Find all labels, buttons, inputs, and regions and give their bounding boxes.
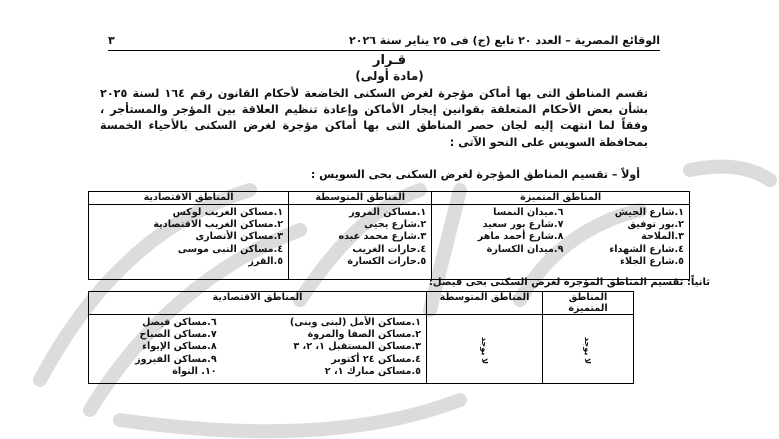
list-item: ٤.حارات الغريب bbox=[352, 243, 427, 255]
list-item: ٨.شارع أحمد ماهر bbox=[477, 231, 564, 243]
header-economic: المناطق الاقتصادية bbox=[89, 292, 427, 315]
page-header bbox=[108, 32, 660, 48]
header-divider bbox=[108, 50, 660, 51]
list-item: ٦.مساكن فيصل bbox=[142, 317, 217, 328]
list-item: ١٠. النواة bbox=[172, 365, 217, 377]
list-item: ٣.شارع محمد عبده bbox=[338, 231, 427, 243]
header-medium: المناطق المتوسطة bbox=[289, 192, 432, 205]
header-economic: المناطق الاقتصادية bbox=[89, 192, 289, 205]
header-medium: المناطق المتوسطة bbox=[427, 292, 543, 315]
list-item: ٢.شارع يحيى bbox=[364, 219, 427, 231]
list-item: ٨.مساكن الإيواء bbox=[142, 341, 217, 353]
decision-body-text: تقسم المناطق التى بها أماكن مؤجرة لغرض السكنى الخاضعة لأحكام القانون رقم ١٦٤ لسنة ٢٠٢٥ بشأن بعض الأحكام المتعلقة بقوانين إيجار الأماكن وإعادة تنظيم العلاقة بين المؤجر والمستأجر ، وفقاً لما انتهت إليه لجان حصر المناطق التى بها أماكن مؤجرة لغرض السكنى بالأحياء الخمسة بمحافظة السويس على النحو الآتى : bbox=[100, 87, 648, 149]
none-mark: لا يوجد bbox=[583, 336, 593, 364]
page-number: ٣ bbox=[108, 33, 115, 47]
list-item: ٤.مساكن ٢٤ أكتوبر bbox=[331, 353, 421, 365]
decision-title: قـرار bbox=[373, 53, 406, 68]
list-item: ٣.الملاحة bbox=[641, 231, 684, 243]
list-item: ٩.مساكن الفيروز bbox=[135, 353, 217, 365]
list-item: ٣.مساكن المستقبل ١، ٢، ٣ bbox=[293, 341, 421, 353]
table-row bbox=[89, 315, 634, 384]
list-item: ٧.مساكن الصباح bbox=[139, 329, 217, 341]
list-item: ٢.بور توفيق bbox=[627, 219, 684, 231]
distinguished-cell bbox=[543, 315, 634, 384]
economic-cell-1 bbox=[222, 315, 427, 384]
none-mark: لا يوجد bbox=[480, 336, 489, 364]
economic-cell-2 bbox=[89, 315, 222, 384]
list-item: ٩.ميدان الكسارة bbox=[486, 243, 564, 255]
list-item: ١.مساكن المرور bbox=[349, 207, 427, 218]
suez-district-table bbox=[88, 191, 690, 280]
medium-cell bbox=[289, 205, 432, 280]
list-item: ٥.مساكن مبارك ١، ٢ bbox=[324, 365, 421, 377]
table-header-row bbox=[89, 192, 690, 205]
list-item: ٤.شارع الشهداء bbox=[609, 243, 684, 255]
list-item: ٢.مساكن الصفا والمروة bbox=[307, 329, 421, 341]
distinguished-cell-2 bbox=[432, 205, 569, 280]
economic-cell bbox=[89, 205, 289, 280]
list-item: ٥.شارع الجلاء bbox=[620, 255, 684, 267]
header-distinguished: المناطق المتميزة bbox=[432, 192, 690, 205]
medium-cell bbox=[427, 315, 543, 384]
list-item: ١.مساكن الغريب لوكس bbox=[172, 207, 284, 218]
section-heading-faisal: ثانياً: تقسيم المناطق المؤجرة لغرض السكنى بحى فيصل: bbox=[428, 277, 710, 288]
table-row bbox=[89, 205, 690, 280]
table-header-row bbox=[89, 292, 634, 315]
list-item: ٦.ميدان النمسا bbox=[493, 207, 564, 218]
section-heading-suez: أولاً – تقسيم المناطق المؤجرة لغرض السكنى بحى السويس : bbox=[310, 168, 640, 181]
list-item: ٣.مساكن الأنصارى bbox=[195, 231, 284, 243]
list-item: ٤.مساكن النبى موسى bbox=[177, 243, 284, 255]
list-item: ٥.حارات الكسارة bbox=[347, 255, 427, 267]
list-item: ٢.مساكن الغريب الاقتصادية bbox=[153, 219, 284, 231]
faisal-district-table bbox=[88, 291, 634, 384]
header-distinguished: المناطق المتميزة bbox=[543, 292, 634, 315]
list-item: ٥.القرز bbox=[248, 255, 284, 267]
journal-header-text: الوقائع المصرية – العدد ٢٠ تابع (ج) فى ٢٥ يناير سنة ٢٠٢٦ bbox=[349, 33, 660, 47]
list-item: ١.مساكن الأمل (لبنى وبنى) bbox=[289, 317, 421, 328]
article-title: (مادة أولى) bbox=[355, 69, 424, 83]
list-item: ٧.شارع بور سعيد bbox=[482, 219, 564, 231]
list-item: ١.شارع الجيش bbox=[614, 207, 684, 218]
distinguished-cell-1 bbox=[568, 205, 689, 280]
